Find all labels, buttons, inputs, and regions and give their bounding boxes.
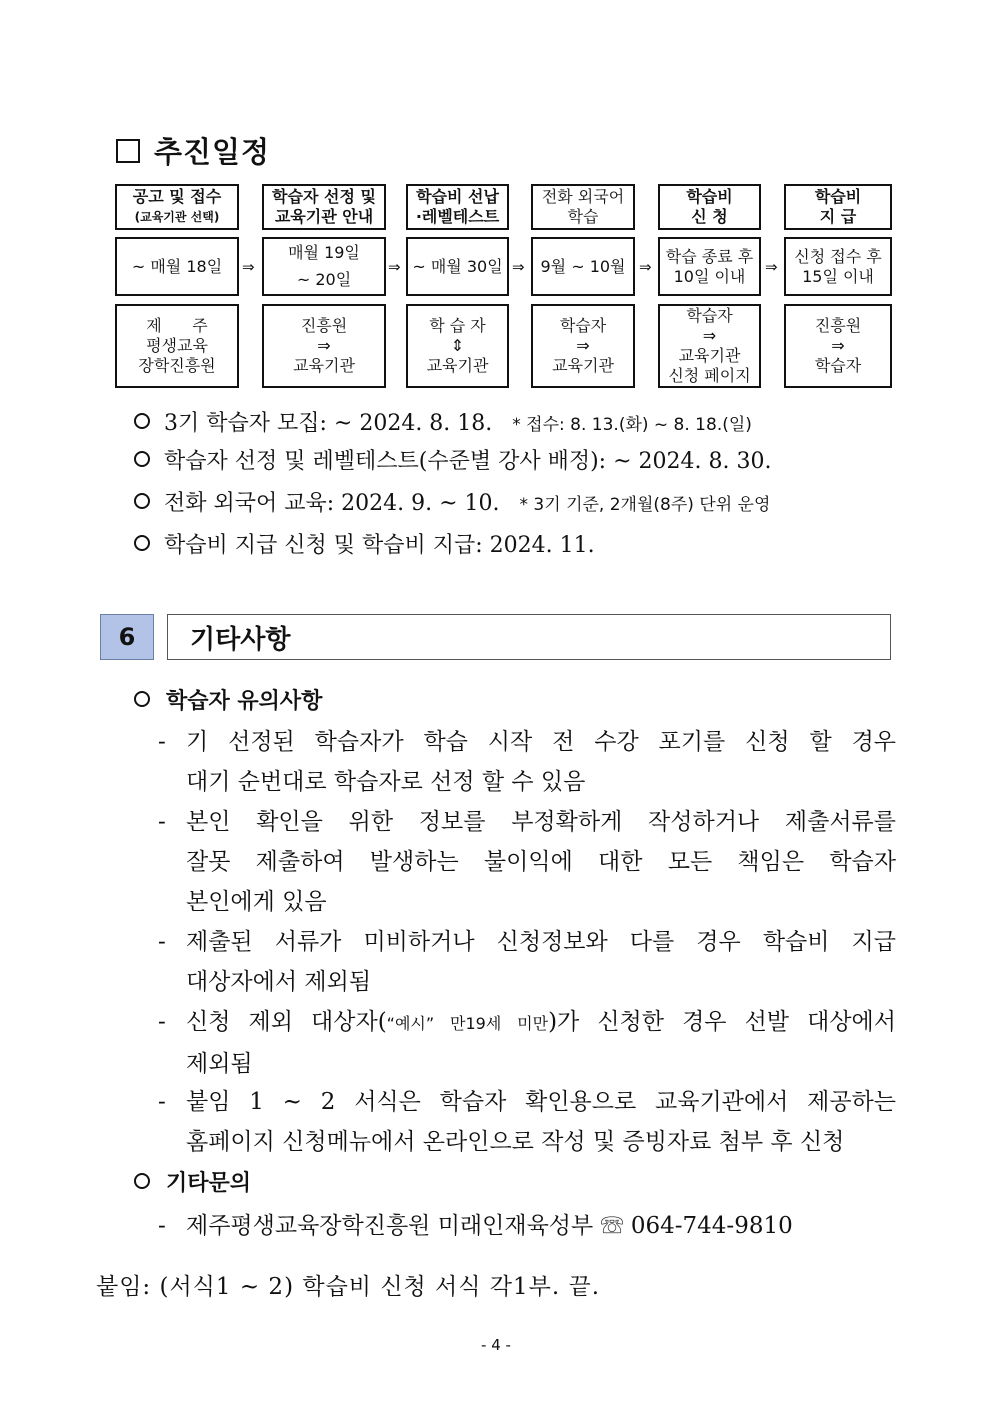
page-number: - 4 - <box>481 1336 511 1354</box>
actor-cell-1: 제 주 평생교육 장학진흥원 <box>115 304 239 388</box>
actor-cell-4: 학습자 ⇒ 교육기관 <box>531 304 635 388</box>
circle-bullet-icon <box>134 413 150 429</box>
arrow-icon: ⇒ <box>242 258 255 276</box>
date-cell-4: 9월 ~ 10월 <box>531 237 635 296</box>
arrow-icon: ⇒ <box>512 258 525 276</box>
header-cell-4: 전화 외국어 학습 <box>531 184 635 230</box>
section-title: 기타사항 <box>167 614 891 660</box>
contact-text: 제주평생교육장학진흥원 미래인재육성부 ☏ 064-744-9810 <box>186 1213 793 1239</box>
bullet-item <box>134 532 595 560</box>
list-item: - 기 선정된 학습자가 학습 시작 전 수강 포기를 신청 할 경우 대기 순번대로 학습자로 선정 할 수 있음 <box>158 729 896 795</box>
circle-bullet-icon <box>134 535 150 551</box>
arrow-icon: ⇒ <box>765 258 778 276</box>
schedule-heading <box>116 130 270 171</box>
subheading-inquiry: 기타문의 <box>134 1166 251 1197</box>
bullet-text: 3기 학습자 모집: ~ 2024. 8. 18. <box>164 411 493 436</box>
actor-cell-6: 진흥원 ⇒ 학습자 <box>784 304 892 388</box>
bullet-text: 전화 외국어 교육: 2024. 9. ~ 10. <box>164 491 500 516</box>
circle-bullet-icon <box>134 1173 150 1189</box>
header-cell-6: 학습비 지 급 <box>784 184 892 230</box>
date-cell-2: 매월 19일 ~ 20일 <box>262 237 386 296</box>
date-cell-3: ~ 매월 30일 <box>406 237 509 296</box>
list-item: - 제출된 서류가 미비하거나 신청정보와 다를 경우 학습비 지급 대상자에서 제외됨 <box>158 929 896 995</box>
circle-bullet-icon <box>134 691 150 707</box>
arrow-icon: ⇒ <box>388 258 401 276</box>
header-cell-3: 학습비 선납 ·레벨테스트 <box>406 184 509 230</box>
bullet-note: * 접수: 8. 13.(화) ~ 8. 18.(일) <box>512 415 752 435</box>
bullet-item <box>134 490 770 519</box>
bullet-text: 학습비 지급 신청 및 학습비 지급: 2024. 11. <box>164 533 595 558</box>
schedule-heading-text: 추진일정 <box>154 135 271 169</box>
bullet-item <box>134 410 752 439</box>
contact-item: - 제주평생교육장학진흥원 미래인재육성부 ☏ 064-744-9810 <box>158 1206 896 1246</box>
header-cell-2: 학습자 선정 및 교육기관 안내 <box>262 184 386 230</box>
subheading-notes: 학습자 유의사항 <box>134 684 322 715</box>
header-cell-5: 학습비 신 청 <box>658 184 761 230</box>
list-item: - 붙임 1 ~ 2 서식은 학습자 확인용으로 교육기관에서 제공하는 홈페이지 신청메뉴에서 온라인으로 작성 및 증빙자료 첨부 후 신청 <box>158 1089 896 1155</box>
header-cell-1: 공고 및 접수 (교육기관 선택) <box>115 184 239 230</box>
arrow-icon: ⇒ <box>639 258 652 276</box>
circle-bullet-icon <box>134 451 150 467</box>
attachment-note: 붙임: (서식1 ~ 2) 학습비 신청 서식 각1부. 끝. <box>96 1274 601 1300</box>
bullet-text: 학습자 선정 및 레벨테스트(수준별 강사 배정): ~ 2024. 8. 30. <box>164 449 772 474</box>
checkbox-square-icon <box>116 139 140 163</box>
section-number: 6 <box>100 614 154 660</box>
date-cell-6: 신청 접수 후 15일 이내 <box>784 237 892 296</box>
actor-cell-3: 학 습 자 ⇕ 교육기관 <box>406 304 509 388</box>
bullet-item <box>134 448 771 476</box>
list-item: - 본인 확인을 위한 정보를 부정확하게 작성하거나 제출서류를 잘못 제출하여 발생하는 불이익에 대한 모든 책임은 학습자 본인에게 있음 <box>158 809 896 915</box>
actor-cell-5: 학습자 ⇒ 교육기관 신청 페이지 <box>658 304 761 388</box>
list-item: - 신청 제외 대상자(“예시” 만19세 미만)가 신청한 경우 선발 대상에서 제외됨 <box>158 1009 896 1077</box>
date-cell-5: 학습 종료 후 10일 이내 <box>658 237 761 296</box>
date-cell-1: ~ 매월 18일 <box>115 237 239 296</box>
actor-cell-2: 진흥원 ⇒ 교육기관 <box>262 304 386 388</box>
bullet-note: * 3기 기준, 2개월(8주) 단위 운영 <box>519 495 771 515</box>
circle-bullet-icon <box>134 493 150 509</box>
